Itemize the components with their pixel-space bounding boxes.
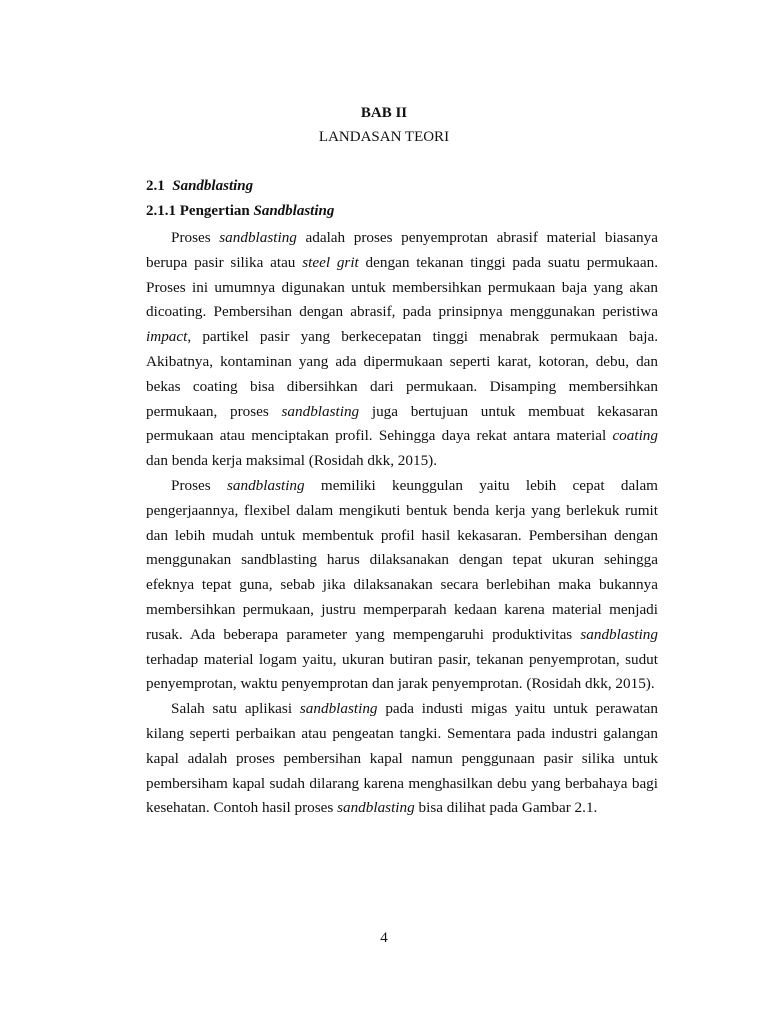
italic-term: sandblasting <box>580 625 658 643</box>
subsection-heading <box>146 203 334 220</box>
subsection-title: Sandblasting <box>253 203 335 219</box>
chapter-label: BAB II <box>360 105 408 121</box>
text-run: terhadap material logam yaitu, ukuran butiran pasir, tekanan penyemprotan, sudut penyemprotan, waktu penyemprotan dan jarak penyemprotan. (Rosidah dkk, 2015). <box>146 650 658 693</box>
paragraph-1 <box>146 226 658 474</box>
subsection-number: 2.1.1 <box>146 203 176 219</box>
text-run: dan benda kerja maksimal (Rosidah dkk, 2015). <box>146 452 438 470</box>
text-run: Proses <box>171 229 220 246</box>
body-text <box>146 226 658 821</box>
italic-term: steel grit <box>302 253 359 271</box>
text-run: juga bertujuan untuk membuat kekasaran permukaan atau menciptakan profil. Sehingga daya rekat antara material <box>146 402 659 445</box>
paragraph-3 <box>146 697 658 821</box>
italic-term: sandblasting <box>337 799 415 817</box>
italic-term: coating <box>612 427 658 445</box>
text-run: , partikel pasir yang berkecepatan tinggi menabrak permukaan baja. Akibatnya, kontaminan yang ada dipermukaan seperti karat, kotoran, debu, dan bekas coating bisa dibersihkan dari permukaan. Disamping membersihkan permukaan, proses <box>146 328 658 420</box>
subsection-prefix: Pengertian <box>179 203 250 219</box>
page-number: 4 <box>380 930 388 946</box>
italic-term: impact <box>146 328 188 346</box>
italic-term: sandblasting <box>226 476 305 494</box>
italic-term: sandblasting <box>219 229 297 246</box>
italic-term: sandblasting <box>299 700 378 718</box>
section-title: Sandblasting <box>172 178 254 194</box>
italic-term: sandblasting <box>281 402 360 420</box>
text-run: adalah proses penyemprotan abrasif material biasanya berupa pasir silika atau <box>146 229 658 271</box>
text-run: pada industi migas yaitu untuk perawatan kilang seperti perbaikan atau pengeatan tangki. Sementara pada industri galangan kapal adalah proses pembersihan kapal namun penggunaan pasir silika untuk pembersiham kapal sudah dilarang karena menghasilkan debu yang berbahaya bagi kesehatan. Contoh hasil proses <box>146 700 659 817</box>
section-heading <box>146 178 253 195</box>
text-run: memiliki keunggulan yaitu lebih cepat dalam pengerjaannya, flexibel dalam mengikuti bentuk benda kerja yang berlekuk rumit dan lebih mudah untuk membentuk profil hasil kekasaran. Pembersihan dengan menggunakan sandblasting harus dilaksanakan dengan tepat ukuran sehingga efeknya tepat guna, sebab jika dilaksanakan secara berlebihan maka bukannya membersihkan permukaan, justru memperparah kedaan karena material menjadi rusak. Ada beberapa parameter yang mempengaruhi produktivitas <box>146 476 658 643</box>
section-number: 2.1 <box>146 178 165 194</box>
text-run: Proses <box>171 476 227 494</box>
text-run: bisa dilihat pada Gambar 2.1. <box>414 799 598 817</box>
text-run: Salah satu aplikasi <box>171 700 300 718</box>
chapter-title: LANDASAN TEORI <box>318 129 450 145</box>
text-run: dengan tekanan tinggi pada suatu permukaan. Proses ini umumnya digunakan untuk membersihkan permukaan baja yang akan dicoating. Pembersihan dengan abrasif, pada prinsipnya menggunakan peristiwa <box>146 253 659 321</box>
paragraph-2 <box>146 474 658 697</box>
